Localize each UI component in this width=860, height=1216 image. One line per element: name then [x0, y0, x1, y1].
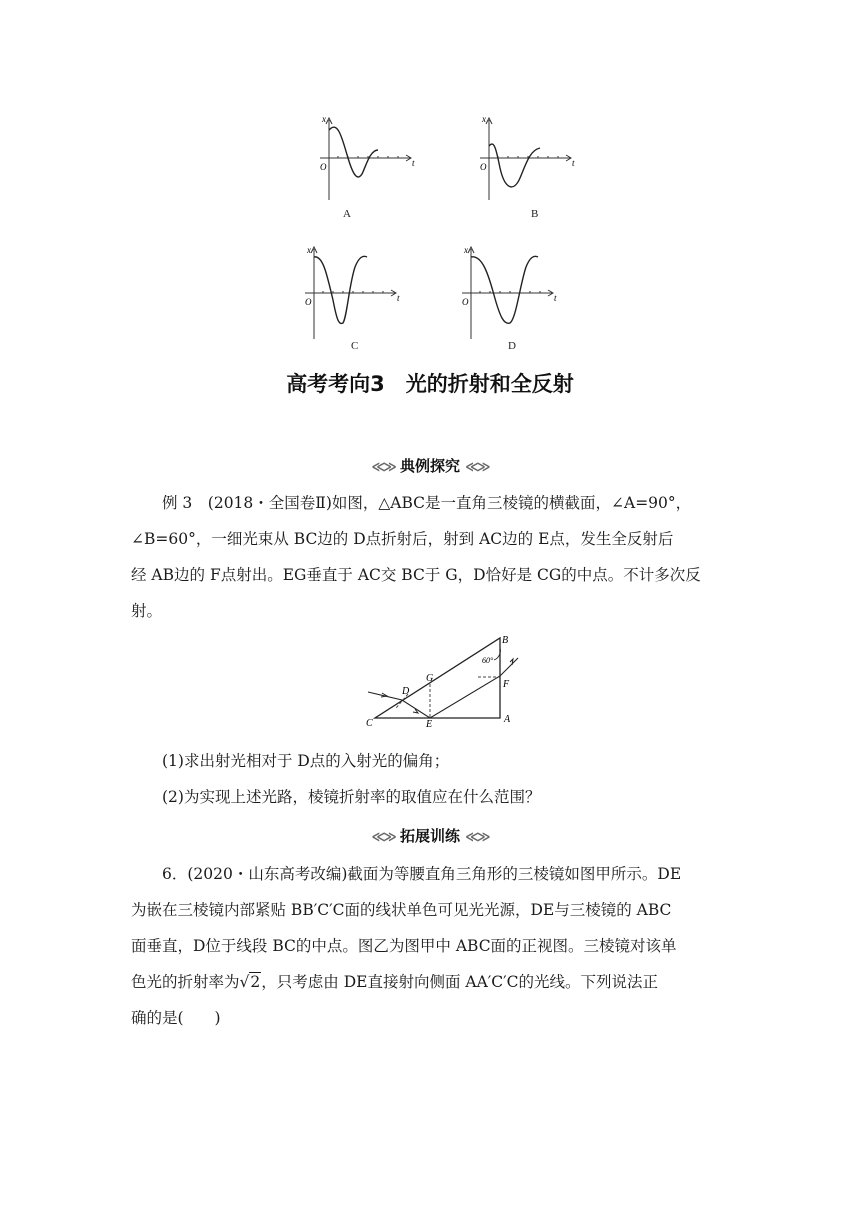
problem6-line4-end: ，只考虑由 DE直接射向侧面 AA′C′C的光线。下列说法正 — [261, 973, 659, 991]
banner-example-text: 典例探究 — [399, 457, 460, 475]
option-c-label: C — [351, 340, 359, 352]
option-b-label: B — [531, 208, 539, 220]
problem6-line5: 确的是( ) — [131, 1009, 221, 1027]
axis-t-label: t — [572, 158, 575, 168]
axis-x-label: x — [464, 245, 468, 255]
axis-t-label: t — [412, 158, 415, 168]
ornament-right-icon: ≪≫ — [465, 460, 489, 475]
graph-option-a — [318, 110, 428, 230]
ornament-left-icon: ≪≫ — [371, 460, 395, 475]
sqrt-value: 2 — [250, 973, 261, 991]
ornament-left-icon: ≪≫ — [371, 830, 395, 845]
problem6-line3: 面垂直，D位于线段 BC的中点。图乙为图甲中 ABC面的正视图。三棱镜对该单 — [131, 937, 677, 955]
banner-practice-text: 拓展训练 — [399, 827, 460, 845]
banner-example — [0, 455, 860, 476]
origin-label: O — [320, 162, 327, 172]
problem6-line4-start: 色光的折射率为 — [131, 973, 240, 991]
sqrt-symbol-icon: √ — [239, 973, 250, 991]
label-e: E — [426, 719, 433, 730]
origin-label: O — [305, 297, 312, 307]
example3-line4: 射。 — [131, 602, 163, 620]
origin-label: O — [480, 162, 487, 172]
label-a: A — [504, 714, 511, 725]
option-d-label: D — [508, 340, 516, 352]
problem6-line2: 为嵌在三棱镜内部紧贴 BB′C′C面的线状单色可见光光源，DE与三棱镜的 ABC — [131, 901, 672, 919]
problem6-line4 — [131, 964, 731, 1000]
axis-x-label: x — [322, 114, 326, 124]
problem6-text — [131, 856, 731, 1036]
option-a-label: A — [343, 208, 351, 220]
question-2: (2)为实现上述光路，棱镜折射率的取值应在什么范围？ — [162, 788, 541, 806]
example3-text — [131, 485, 731, 629]
axis-x-label: x — [307, 245, 311, 255]
label-g: G — [426, 673, 434, 684]
label-f: F — [503, 679, 510, 690]
axis-x-label: x — [482, 114, 486, 124]
axis-t-label: t — [397, 293, 400, 303]
label-d: D — [402, 686, 410, 697]
origin-label: O — [462, 297, 469, 307]
label-b: B — [502, 635, 509, 646]
angle-label: 60° — [482, 656, 494, 665]
example3-line2: ∠B=60°，一细光束从 BC边的 D点折射后，射到 AC边的 E点，发生全反射后 — [131, 530, 674, 548]
example3-line3: 经 AB边的 F点射出。EG垂直于 AC交 BC于 G，D恰好是 CG的中点。不计多次反 — [131, 566, 701, 584]
label-c: C — [366, 718, 373, 729]
section-title: 高考考向3 光的折射和全反射 — [286, 372, 574, 396]
example3-line1: 例 3 (2018・全国卷Ⅱ)如图，△ABC是一直角三棱镜的横截面，∠A=90°， — [162, 494, 692, 512]
banner-practice — [0, 825, 860, 846]
prism-diagram — [360, 632, 530, 732]
problem6-line1: 6．(2020・山东高考改编)截面为等腰直角三角形的三棱镜如图甲所示。DE — [162, 865, 682, 883]
ornament-right-icon: ≪≫ — [465, 830, 489, 845]
question-1: (1)求出射光相对于 D点的入射光的偏角； — [162, 752, 450, 770]
axis-t-label: t — [554, 293, 557, 303]
